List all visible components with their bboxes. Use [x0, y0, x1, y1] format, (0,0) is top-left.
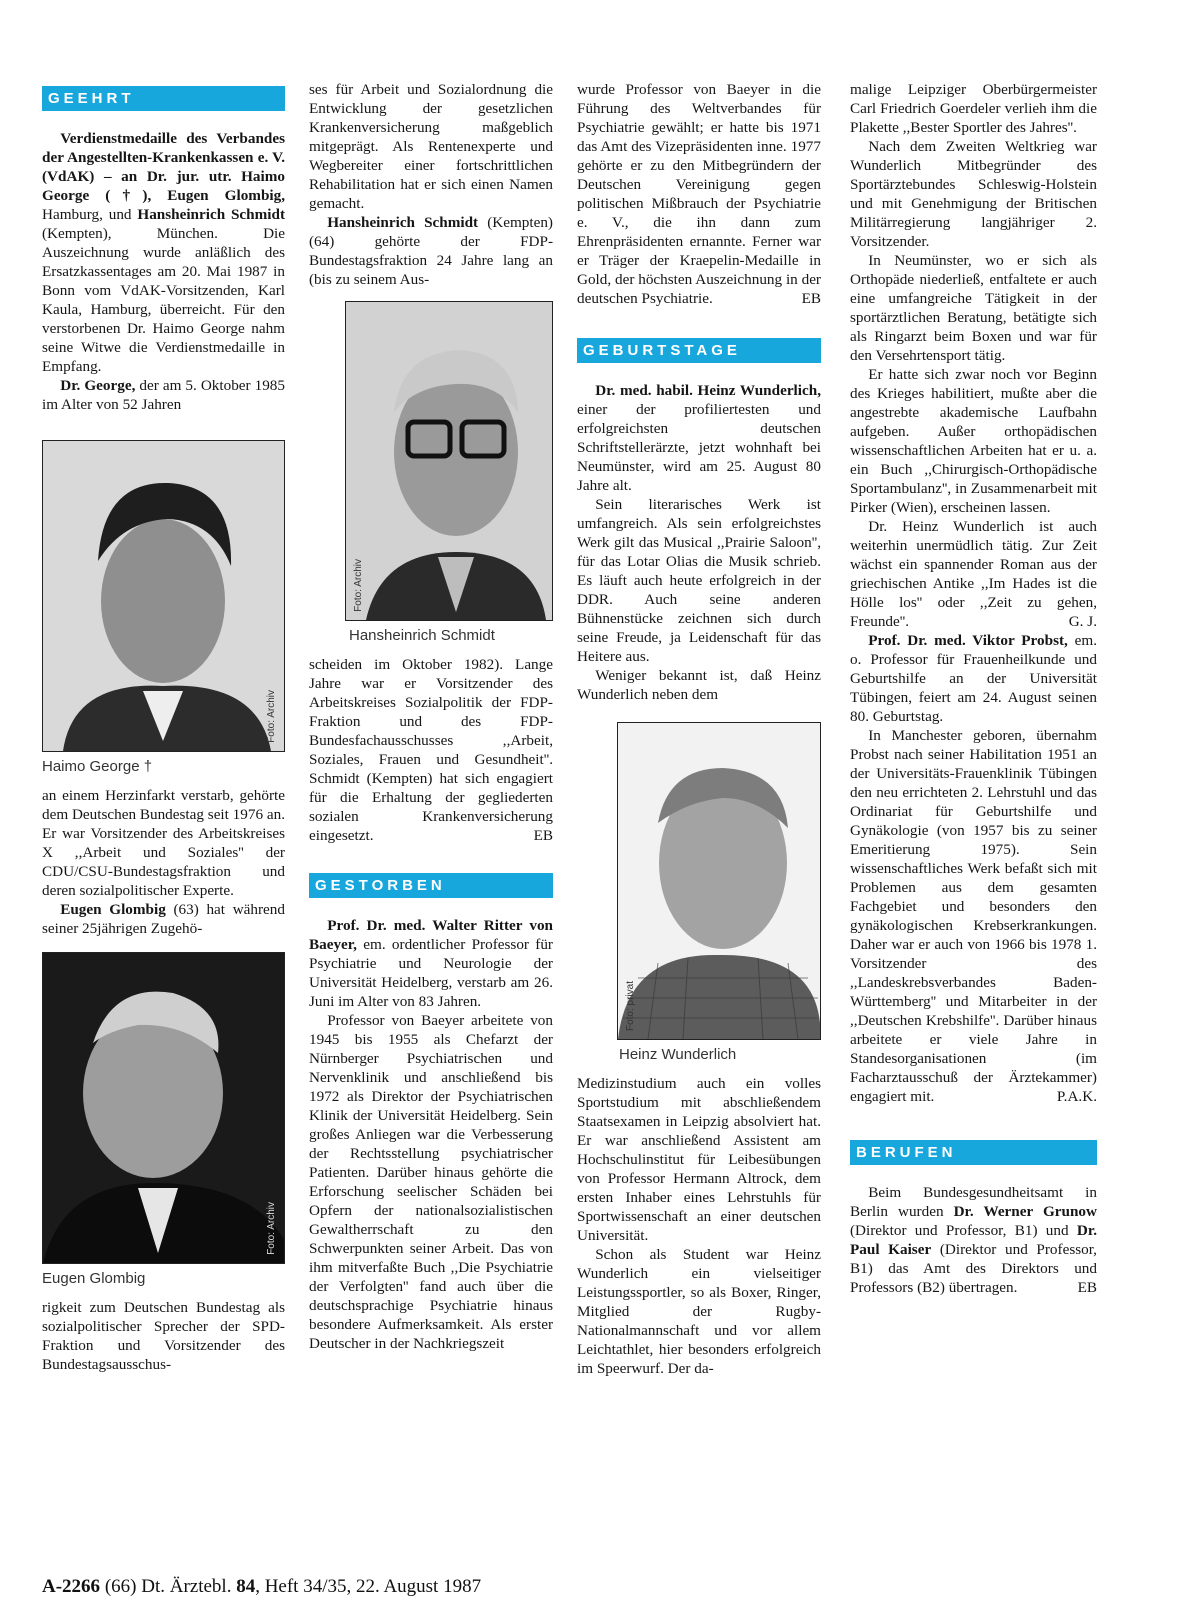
- paragraph: Medizinstudium auch ein volles Sportstudium mit abschließendem Staatsexamen in Leipzig absolviert hat. Er war anschließend Assistent am Hochschulinstitut für Leibesübungen von Professor Hermann Altrock, dem ersten Inhaber eines Lehrstuhls für Sportwissenschaft an einer deutschen Universität.: [577, 1075, 821, 1244]
- photo-eugen-glombig: [42, 952, 285, 1264]
- page-number: A-2266: [42, 1576, 101, 1597]
- paragraph: scheiden im Oktober 1982). Lange Jahre war er Vorsitzender des Arbeitskreises Sozialpolitik der FDP-Fraktion und des FDP-Bundesfachausschusses ,,Arbeit, Soziales, Frauen und Gesundheit''. Schmidt (Kempten) hat sich engagiert für die Erhaltung der gegliederten sozialen Krankenversicherung eingesetzt. EB: [309, 656, 553, 844]
- photo-credit: Foto: Archiv: [353, 559, 364, 612]
- paragraph: Eugen Glombig (63) hat während seiner 25jährigen Zugehö-: [42, 901, 285, 937]
- photo-caption: Hansheinrich Schmidt: [349, 627, 495, 644]
- paragraph: Weniger bekannt ist, daß Heinz Wunderlich neben dem: [577, 667, 821, 703]
- article-von-baeyer: Prof. Dr. med. Walter Ritter von Baeyer, em. ordentlicher Professor für Psychiatrie und Neurologie der Universität Heidelberg, verstarb am 26. Juni im Alter von 83 Jahren.: [309, 917, 553, 1010]
- section-heading-geehrt: GEEHRT: [42, 86, 285, 111]
- portrait-image: [43, 441, 285, 751]
- paragraph: In Manchester geboren, übernahm Probst nach seiner Habilitation 1951 an der Universitäts-Frauenklinik Tübingen den neu errichteten 2. Lehrstuhl und das Ordinariat für Geburtshilfe und Gynäkologie (von 1957 bis zu seiner Emeritierung 1975). Sein wissenschaftliches Werk befaßt sich mit Problemen aus dem gesamten Fachgebiet und besonders den gynäkologischen Krebserkrankungen. Daher war er auch von 1966 bis 1978 1. Vorsitzender des ,,Landeskrebsverbandes Baden-Württemberg'' und Mitarbeiter in der ,,Deutschen Krebshilfe''. Darüber hinaus arbeitete er viele Jahre in Standesorganisationen (im Facharztausschuß der Ärztekammer) engagiert mit. P.A.K.: [850, 727, 1097, 1105]
- paragraph: Dr. George, der am 5. Oktober 1985 im Alter von 52 Jahren: [42, 377, 285, 413]
- photo-credit: Foto: Archiv: [266, 1202, 277, 1255]
- portrait-image: [618, 723, 820, 1039]
- article-probst: Prof. Dr. med. Viktor Probst, em. o. Professor für Frauenheilkunde und Geburtshilfe an der Universität Tübingen, feiert am 24. August seinen 80. Geburtstag.: [850, 632, 1097, 725]
- photo-caption: Haimo George †: [42, 758, 153, 775]
- photo-heinz-wunderlich: [617, 722, 821, 1040]
- paragraph: an einem Herzinfarkt verstarb, gehörte dem Deutschen Bundestag seit 1976 an. Er war Vorsitzender des Arbeitskreises X ,,Arbeit und Soziales'' der CDU/CSU-Bundestagsfraktion und deren sozialpolitischer Experte.: [42, 787, 285, 899]
- paragraph: Schon als Student war Heinz Wunderlich ein vielseitiger Leistungssportler, so als Boxer, Ringer, Mitglied der Rugby-Nationalmannschaft und vor allem Leichtathlet, hier besonders erfolgreich im Speerwurf. Der da-: [577, 1246, 821, 1377]
- photo-haimo-george: [42, 440, 285, 752]
- photo-hansheinrich-schmidt: [345, 301, 553, 621]
- section-heading-berufen: BERUFEN: [850, 1140, 1097, 1165]
- article-wunderlich: Dr. med. habil. Heinz Wunderlich, einer der profiliertesten und erfolgreichsten deutschen Schriftstellerärzte, jetzt wohnhaft bei Neumünster, wird am 25. August 80 Jahre alt.: [577, 382, 821, 494]
- page-footer: A-2266 (66) Dt. Ärztebl. 84, Heft 34/35, 22. August 1987: [42, 1576, 482, 1597]
- paragraph: rigkeit zum Deutschen Bundestag als sozialpolitischer Sprecher der SPD-Fraktion und Vorsitzender des Bundestagsausschus-: [42, 1299, 285, 1373]
- column-4: [850, 80, 1097, 1297]
- paragraph: malige Leipziger Oberbürgermeister Carl Friedrich Goerdeler verlieh ihm die Plakette ,,Bester Sportler des Jahres''.: [850, 81, 1097, 136]
- article-berufen: Beim Bundesgesundheitsamt in Berlin wurden Dr. Werner Grunow (Direktor und Professor, B1) und Dr. Paul Kaiser (Direktor und Professor, B1) das Amt des Direktors und Professors (B2) übertragen. EB: [850, 1184, 1097, 1296]
- portrait-image: [43, 953, 285, 1263]
- column-1: [42, 86, 285, 1374]
- paragraph: Hansheinrich Schmidt (Kempten) (64) gehörte der FDP-Bundestagsfraktion 24 Jahre lang an (bis zu seinem Aus-: [309, 214, 553, 288]
- photo-credit: Foto: privat: [625, 980, 636, 1031]
- article-geehrt-intro: Verdienstmedaille des Verbandes der Angestellten-Krankenkassen e. V. (VdAK) – an Dr. jur. utr. Haimo George (†), Eugen Glombig, Hamburg, und Hansheinrich Schmidt (Kempten), München. Die Auszeichnung wurde anläßlich des Ersatzkassentages am 20. Mai 1987 in Bonn vom VdAK-Vorsitzenden, Karl Kaula, Hamburg, überreicht. Für den verstorbenen Dr. Haimo George nahm seine Witwe die Verdienstmedaille in Empfang.: [42, 130, 285, 375]
- portrait-image: [346, 302, 552, 620]
- section-heading-geburtstage: GEBURTSTAGE: [577, 338, 821, 363]
- paragraph: ses für Arbeit und Sozialordnung die Entwicklung der gesetzlichen Krankenversicherung maßgeblich mitgeprägt. Als Rentenexperte und Wegbereiter einer fortschrittlichen Rehabilitation hat er sich einen Namen gemacht.: [309, 81, 553, 212]
- volume-number: 84: [236, 1576, 256, 1597]
- paragraph: Professor von Baeyer arbeitete von 1945 bis 1955 als Chefarzt der Nürnberger Psychiatrischen und Nervenklinik und anschließend bis 1972 als Direktor der Psychiatrischen Klinik der Universität Heidelberg. Sein großes Anliegen war die Verbesserung der Rechtsstellung psychiatrischer Patienten. Darüber hinaus gehörte die Erforschung seelischer Schäden bei Opfern der nationalsozialistischen Gewaltherrschaft zu den Schwerpunkten seiner Arbeit. Das von ihm mitverfaßte Buch ,,Die Psychiatrie der Verfolgten'' fand auch über die deutschsprachige Psychiatrie hinaus besondere Aufmerksamkeit. Als erster Deutscher in der Nachkriegszeit: [309, 1012, 553, 1352]
- paragraph: Dr. Heinz Wunderlich ist auch weiterhin unermüdlich tätig. Zur Zeit wächst ein spannender Roman aus der griechischen Antike ,,Im Hades ist die Hölle los'' oder ,,Zeit zu gehen, Freunde''. G. J.: [850, 518, 1097, 630]
- photo-caption: Heinz Wunderlich: [619, 1046, 737, 1063]
- paragraph: Nach dem Zweiten Weltkrieg war Wunderlich Mitbegründer des Sportärztebundes Schleswig-Holstein und mit Genehmigung der Britischen Militärregierung langjähriger 2. Vorsitzender.: [850, 138, 1097, 250]
- section-heading-gestorben: GESTORBEN: [309, 873, 553, 898]
- column-3: [577, 80, 821, 1378]
- photo-caption: Eugen Glombig: [42, 1270, 146, 1287]
- paragraph: Er hatte sich zwar noch vor Beginn des Krieges habilitiert, mußte aber die angestrebte akademische Laufbahn aufgeben. Außer orthopädischen wissenschaftlichen Arbeiten hat er u. a. ein Buch ,,Chirurgisch-Orthopädische Sportambulanz'', in Zusammenarbeit mit Pirker (Wien), erscheinen lassen.: [850, 366, 1097, 516]
- paragraph: wurde Professor von Baeyer in die Führung des Weltverbandes für Psychiatrie gewählt; er hatte bis 1971 das Amt des Vizepräsidenten inne. 1977 gehörte er zu den Mitbegründern der Deutschen Vereinigung gegen politischen Mißbrauch der Psychiatrie e. V., die ihn dann zum Ehrenpräsidenten ernannte. Ferner war er Träger der Kraepelin-Medaille in Gold, der höchsten Auszeichnung in der deutschen Psychiatrie. EB: [577, 81, 821, 307]
- paragraph: Sein literarisches Werk ist umfangreich. Als sein erfolgreichstes Werk gilt das Musical ,,Prairie Saloon'', für das Lotar Olias die Musik schrieb. Es läuft auch heute erfolgreich in der DDR. Auch seine anderen Bühnenstücke zeichnen sich durch seine Freude, ja Leidenschaft für das Heitere aus.: [577, 496, 821, 665]
- column-2: [309, 80, 553, 1353]
- photo-credit: Foto: Archiv: [266, 690, 277, 743]
- paragraph: In Neumünster, wo er sich als Orthopäde niederließ, entfaltete er auch eine umfangreiche Tätigkeit in der sportärztlichen Beratung, betätigte sich als Ringarzt beim Boxen und war für den Versehrtensport tätig.: [850, 252, 1097, 364]
